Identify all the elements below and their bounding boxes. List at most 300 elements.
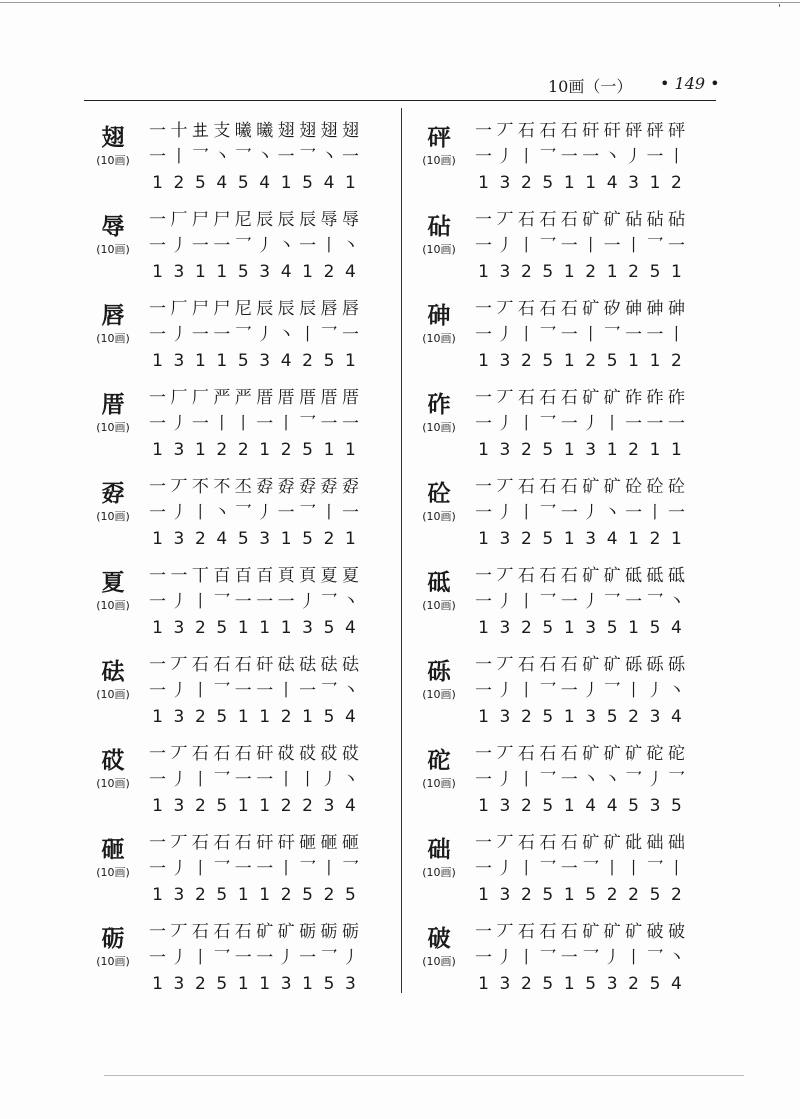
progression-step: 唇 [341,299,359,319]
stroke-code: 5 [216,618,228,638]
stroke-progression-row [148,207,360,233]
stroke-shape: 丶 [603,503,621,523]
progression-step: 辱 [341,210,359,230]
stroke-shape: 一 [603,236,621,256]
stroke-shape: 丨 [625,236,643,256]
stroke-code: 2 [194,974,206,994]
stroke-order-block [148,207,360,285]
stroke-order-block [148,652,360,730]
stroke-shape-row [474,144,686,170]
stroke-code-row [148,704,360,730]
progression-step: 丆 [170,477,188,497]
stroke-shape: 丨 [213,414,231,434]
stroke-shape: 丶 [341,681,359,701]
stroke-shape: 丶 [256,147,274,167]
stroke-shape: 丿 [496,503,514,523]
progression-step: 石 [517,566,535,586]
stroke-code: 1 [216,262,228,282]
stroke-shape: 乛 [667,770,685,790]
stroke-code: 5 [606,351,618,371]
stroke-code: 2 [173,173,185,193]
character-entry [88,110,398,199]
stroke-count-label: (10画) [422,332,456,345]
progression-step: 翅 [320,121,338,141]
stroke-shape: 丨 [299,325,317,345]
stroke-code: 2 [520,707,532,727]
stroke-code: 5 [216,707,228,727]
headword-character: 孬 [101,480,125,507]
stroke-order-block [474,652,686,730]
stroke-code: 1 [563,440,575,460]
stroke-shape: 乛 [539,147,557,167]
progression-step: 辰 [256,299,274,319]
stroke-code: 5 [302,173,313,193]
stroke-shape: 一 [299,681,317,701]
stroke-shape: 丶 [341,236,359,256]
progression-step: 石 [234,744,252,764]
stroke-shape: 丿 [496,414,514,434]
stroke-code: 4 [345,262,356,282]
stroke-code: 2 [323,262,335,282]
progression-step: 矿 [582,922,600,942]
stroke-shape-row [148,411,360,437]
stroke-order-block [474,474,686,552]
progression-step: 石 [234,833,252,853]
stroke-shape: 一 [213,236,231,256]
stroke-shape: 一 [234,592,252,612]
stroke-code-row [148,259,360,285]
stroke-shape: 一 [625,325,643,345]
headword-box [88,302,138,346]
stroke-code: 3 [323,796,335,816]
headword-character: 辱 [101,213,125,240]
stroke-shape: 一 [234,948,252,968]
stroke-code: 4 [671,707,682,727]
progression-step: 一 [475,922,492,942]
progression-step: 丆 [170,833,188,853]
stroke-code: 3 [499,351,511,371]
progression-step: 厂 [191,388,209,408]
stroke-code: 5 [671,796,682,816]
stroke-code: 4 [323,173,335,193]
stroke-shape: 一 [475,859,492,879]
stroke-code: 2 [237,440,249,460]
progression-step: 丆 [496,210,514,230]
progression-step: 石 [560,922,578,942]
stroke-code: 2 [216,440,228,460]
stroke-count-label: (10画) [422,688,456,701]
stroke-shape: 一 [256,681,274,701]
stroke-count-label: (10画) [422,777,456,790]
stroke-code-row [148,793,360,819]
stroke-shape: 丿 [646,681,664,701]
stroke-count-label: (10画) [422,955,456,968]
stroke-shape: 一 [256,859,274,879]
stroke-shape: 丿 [320,770,338,790]
stroke-shape: 丿 [170,681,188,701]
stroke-shape: 丨 [603,859,621,879]
stroke-progression-row [474,741,686,767]
stroke-order-block [148,474,360,552]
stroke-shape: 一 [625,503,643,523]
headword-box [88,836,138,880]
stroke-shape-row [474,856,686,882]
progression-step: 夏 [320,566,338,586]
stroke-shape: 丿 [170,859,188,879]
progression-step: 砹 [320,744,338,764]
progression-step: 矿 [582,655,600,675]
stroke-shape: 一 [149,859,166,879]
stroke-code: 1 [302,262,313,282]
stroke-code-row [148,526,360,552]
stroke-shape: 一 [149,236,166,256]
character-entry [88,199,398,288]
stroke-code-row [474,170,686,196]
character-entry [88,644,398,733]
progression-step: 石 [191,833,209,853]
stroke-code: 3 [585,440,597,460]
stroke-code: 5 [216,885,228,905]
stroke-code: 3 [173,440,185,460]
progression-step: 唇 [320,299,338,319]
progression-step: 石 [517,477,535,497]
stroke-shape: 乛 [191,147,209,167]
progression-step: 石 [234,922,252,942]
stroke-shape: 一 [256,948,274,968]
stroke-shape: 乛 [320,325,338,345]
progression-step: 石 [191,744,209,764]
stroke-code: 2 [671,173,682,193]
stroke-code: 3 [173,351,185,371]
stroke-code: 1 [478,529,489,549]
stroke-shape: 乛 [299,147,317,167]
progression-step: 厂 [170,210,188,230]
progression-step: 矿 [603,833,621,853]
progression-step: 矿 [603,922,621,942]
stroke-code: 3 [345,974,356,994]
stroke-code: 2 [280,885,292,905]
progression-step: 砟 [646,388,664,408]
progression-step: 孬 [320,477,338,497]
progression-step: 丆 [496,744,514,764]
progression-step: 砼 [646,477,664,497]
progression-step: 孬 [256,477,274,497]
stroke-shape: 丨 [667,325,685,345]
progression-step: 厂 [170,299,188,319]
stroke-shape: 丿 [299,592,317,612]
stroke-shape: 一 [560,948,578,968]
stroke-code: 1 [478,885,489,905]
stroke-code: 5 [606,707,618,727]
stroke-shape: 丿 [256,236,274,256]
stroke-shape: 丨 [191,859,209,879]
progression-step: 石 [191,655,209,675]
stroke-shape: 丿 [603,948,621,968]
stroke-code: 3 [499,974,511,994]
progression-step: 砼 [625,477,643,497]
stroke-code: 1 [237,707,249,727]
stroke-code: 5 [649,885,661,905]
stroke-shape: 丨 [625,948,643,968]
stroke-progression-row [474,830,686,856]
stroke-code: 1 [563,974,575,994]
bottom-rule [104,1075,744,1076]
stroke-code: 5 [542,529,554,549]
stroke-order-block [474,741,686,819]
headword-box [88,569,138,613]
stroke-code: 5 [649,618,661,638]
progression-step: 𠀎 [191,121,209,141]
stroke-shape: 一 [341,147,359,167]
stroke-code: 1 [237,974,249,994]
progression-step: 砣 [646,744,664,764]
stroke-code: 1 [237,885,249,905]
stroke-code: 1 [563,351,575,371]
stroke-code: 5 [542,618,554,638]
stroke-code: 4 [606,529,618,549]
stroke-code: 5 [649,262,661,282]
stroke-shape: 一 [277,592,295,612]
progression-step: 一 [149,655,166,675]
stroke-shape: 一 [149,147,166,167]
progression-step: 孬 [299,477,317,497]
stroke-code: 2 [302,351,313,371]
stroke-code: 1 [302,974,313,994]
stroke-shape: 丨 [517,948,535,968]
progression-step: 砥 [625,566,643,586]
stroke-code-row [148,437,360,463]
stroke-shape: 乛 [213,592,231,612]
stroke-shape: 一 [277,147,295,167]
stroke-code: 1 [563,885,575,905]
stroke-code: 5 [542,440,554,460]
stroke-code: 3 [499,707,511,727]
headword-character: 夏 [101,569,125,596]
character-entry [88,733,398,822]
stroke-code: 5 [323,707,335,727]
stroke-shape: 一 [560,592,578,612]
stroke-shape: 一 [191,325,209,345]
stroke-code: 1 [237,796,249,816]
progression-step: 矽 [603,299,621,319]
stroke-code: 5 [585,974,597,994]
stroke-code: 3 [499,796,511,816]
character-entry [414,288,724,377]
stroke-code: 1 [152,351,163,371]
stroke-order-block [474,919,686,997]
stroke-shape: 丿 [277,948,295,968]
stroke-order-block [148,296,360,374]
headword-character: 砹 [101,747,125,774]
stroke-shape: 丶 [341,770,359,790]
stroke-code: 3 [499,440,511,460]
progression-step: 砰 [625,121,643,141]
stroke-code: 3 [173,796,185,816]
character-entry [88,822,398,911]
headword-box [414,391,464,435]
progression-step: 矿 [582,833,600,853]
progression-step: 石 [560,299,578,319]
stroke-code: 2 [280,707,292,727]
stroke-progression-row [474,652,686,678]
progression-step: 砺 [320,922,338,942]
progression-step: 支 [213,121,231,141]
progression-step: 石 [539,744,557,764]
stroke-shape: 乛 [539,414,557,434]
stroke-shape: 一 [341,503,359,523]
progression-step: 矸 [256,744,274,764]
stroke-code: 2 [194,885,206,905]
progression-step: 翅 [299,121,317,141]
stroke-code: 3 [649,707,661,727]
progression-step: 厝 [299,388,317,408]
stroke-code: 5 [585,885,597,905]
stroke-code: 1 [478,796,489,816]
stroke-shape: 丶 [667,592,685,612]
headword-box [414,124,464,168]
stroke-code: 1 [280,618,292,638]
progression-step: 砾 [646,655,664,675]
progression-step: 一 [475,833,492,853]
stroke-shape: 一 [191,414,209,434]
stroke-shape: 丿 [496,948,514,968]
stroke-code: 1 [671,440,682,460]
stroke-shape: 丶 [277,236,295,256]
stroke-shape-row [474,589,686,615]
progression-step: 矿 [603,655,621,675]
stroke-code: 1 [259,440,271,460]
stroke-count-label: (10画) [422,243,456,256]
stroke-code: 1 [478,351,489,371]
stroke-shape-row [474,678,686,704]
stroke-code: 1 [259,707,271,727]
progression-step: 石 [539,477,557,497]
progression-step: 矸 [603,121,621,141]
stroke-shape: 乛 [646,592,664,612]
stroke-code: 4 [345,796,356,816]
stroke-shape: 一 [560,236,578,256]
progression-step: 尼 [234,299,252,319]
stroke-shape-row [474,411,686,437]
stroke-code: 5 [237,351,249,371]
progression-step: 石 [560,833,578,853]
stroke-code: 1 [152,440,163,460]
progression-step: 砹 [341,744,359,764]
stroke-shape: 乛 [539,681,557,701]
progression-step: 础 [646,833,664,853]
stroke-shape: 丿 [170,414,188,434]
stroke-shape-row [474,233,686,259]
stroke-code: 3 [499,262,511,282]
progression-step: 辰 [299,210,317,230]
stroke-code: 1 [280,173,292,193]
progression-step: 石 [539,121,557,141]
progression-step: 砥 [646,566,664,586]
stroke-shape: 丿 [170,236,188,256]
headword-character: 砰 [427,124,451,151]
progression-step: 厂 [170,388,188,408]
stroke-code: 5 [237,262,249,282]
stroke-shape: 一 [149,770,166,790]
character-entry [414,377,724,466]
stroke-progression-row [148,385,360,411]
progression-step: 不 [213,477,231,497]
progression-step: 砰 [667,121,685,141]
stroke-order-block [474,296,686,374]
stroke-code-row [474,615,686,641]
stroke-count-label: (10画) [96,154,130,167]
stroke-shape-row [148,678,360,704]
progression-step: 辱 [320,210,338,230]
progression-step: 丆 [496,922,514,942]
progression-step: 一 [149,922,166,942]
stroke-code: 1 [671,529,682,549]
progression-step: 十 [170,121,188,141]
stroke-code: 2 [628,974,639,994]
progression-step: 矿 [277,922,295,942]
stroke-count-label: (10画) [96,688,130,701]
progression-step: 砼 [667,477,685,497]
progression-step: 丅 [191,566,209,586]
left-column [88,110,398,1000]
stroke-code: 1 [259,885,271,905]
column-divider [401,108,402,993]
progression-step: 一 [149,210,166,230]
stroke-shape: 丨 [646,503,664,523]
stroke-code: 2 [302,796,313,816]
progression-step: 砒 [625,833,643,853]
stroke-shape: 乛 [341,859,359,879]
stroke-shape: 一 [646,414,664,434]
progression-step: 砧 [625,210,643,230]
headword-character: 破 [427,925,451,952]
progression-step: 石 [517,744,535,764]
stroke-code: 3 [499,173,511,193]
stroke-code: 1 [478,262,489,282]
stroke-code: 4 [216,529,228,549]
progression-step: 石 [213,922,231,942]
stroke-shape: 丶 [667,681,685,701]
stroke-shape: 乛 [539,859,557,879]
character-entry [414,199,724,288]
progression-step: 砝 [299,655,317,675]
stroke-shape: 一 [149,325,166,345]
stroke-shape: 丿 [170,325,188,345]
progression-step: 石 [560,477,578,497]
stroke-code: 1 [152,618,163,638]
stroke-code: 1 [478,173,489,193]
stroke-code: 2 [606,885,618,905]
stroke-order-block [474,385,686,463]
progression-step: 一 [475,299,492,319]
stroke-shape: 丶 [603,770,621,790]
character-entry [88,466,398,555]
stroke-shape: 一 [582,147,600,167]
stroke-shape: 一 [256,592,274,612]
stroke-shape: 丨 [582,236,600,256]
stroke-code: 1 [563,529,575,549]
progression-step: 石 [213,833,231,853]
stroke-code: 3 [585,529,597,549]
stroke-code: 1 [478,618,489,638]
stroke-code: 2 [323,529,335,549]
character-entry [414,110,724,199]
progression-step: 一 [475,388,492,408]
stroke-code: 3 [259,529,271,549]
progression-step: 尸 [213,299,231,319]
stroke-shape: 乛 [539,236,557,256]
progression-step: 丆 [170,922,188,942]
